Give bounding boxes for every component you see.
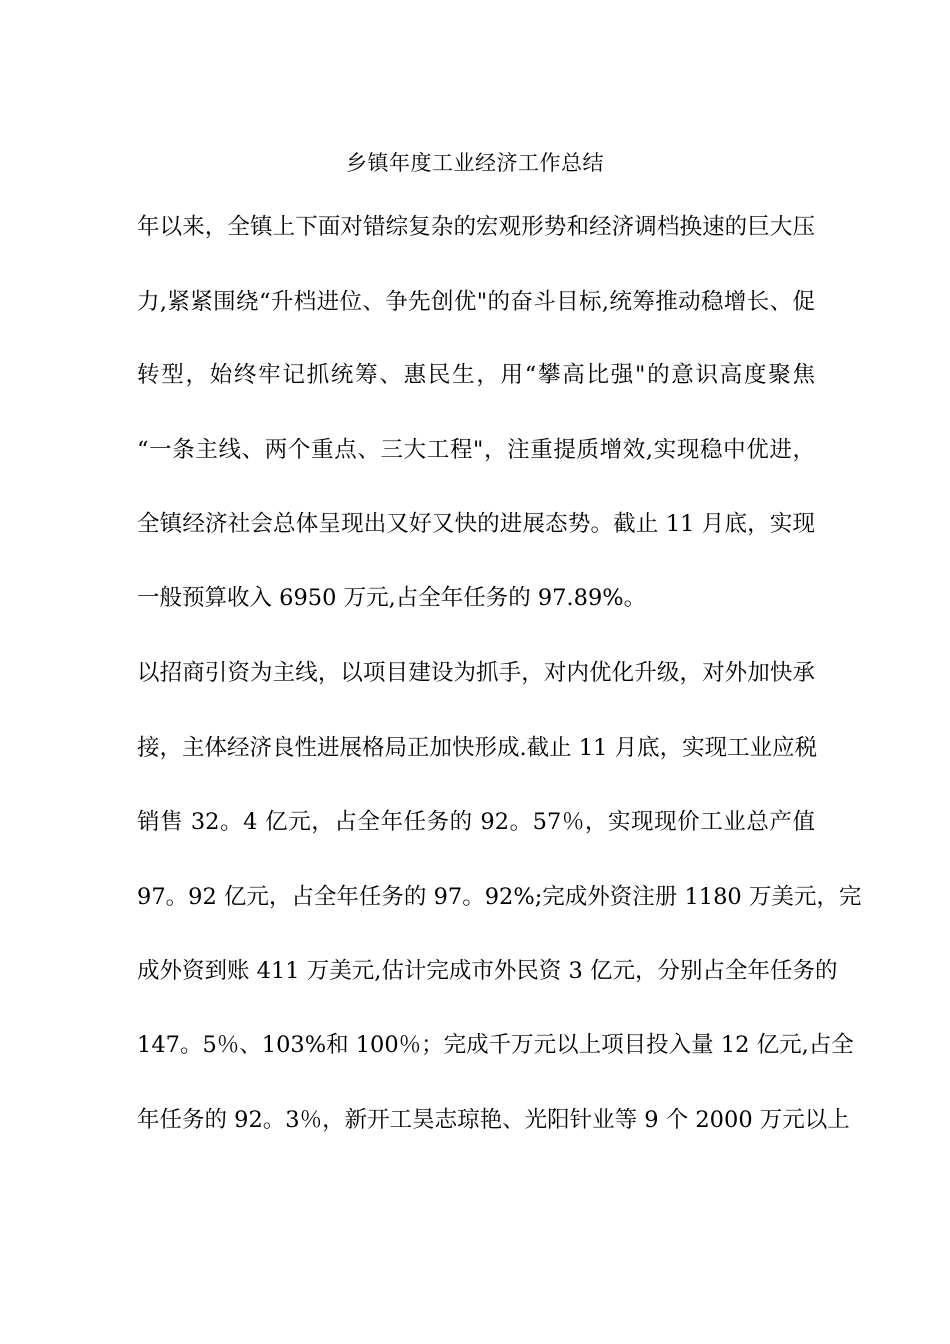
- paragraph-line: 以招商引资为主线，以项目建设为抓手，对内优化升级，对外加快承: [137, 660, 815, 686]
- document-title: 乡镇年度工业经济工作总结: [346, 151, 604, 175]
- paragraph-line: 年以来，全镇上下面对错综复杂的宏观形势和经济调档换速的巨大压: [137, 214, 815, 240]
- paragraph-line: 力,紧紧围绕“升档进位、争先创优"的奋斗目标,统筹推动稳增长、促: [137, 289, 815, 315]
- paragraph-line: 147。5％、103%和 100％；完成千万元以上项目投入量 12 亿元,占全: [137, 1032, 854, 1058]
- paragraph-line: 全镇经济社会总体呈现出又好又快的进展态势。截止 11 月底，实现: [137, 511, 815, 537]
- paragraph-line: 97。92 亿元，占全年任务的 97。92%;完成外资注册 1180 万美元，完: [137, 884, 862, 910]
- paragraph-line: 成外资到账 411 万美元,估计完成市外民资 3 亿元，分别占全年任务的: [137, 958, 838, 984]
- paragraph-line: 销售 32。4 亿元，占全年任务的 92。57％，实现现价工业总产值: [137, 809, 815, 835]
- paragraph-line: 转型，始终牢记抓统筹、惠民生，用“攀高比强"的意识高度聚焦: [137, 362, 815, 388]
- paragraph-line: 一般预算收入 6950 万元,占全年任务的 97.89%。: [137, 585, 647, 611]
- paragraph-line: “一条主线、两个重点、三大工程"，注重提质增效,实现稳中优进，: [137, 437, 815, 463]
- paragraph-line: 年任务的 92。3％，新开工昊志琼艳、光阳针业等 9 个 2000 万元以上: [137, 1107, 850, 1133]
- paragraph-line: 接，主体经济良性进展格局正加快形成.截止 11 月底，实现工业应税: [137, 735, 818, 761]
